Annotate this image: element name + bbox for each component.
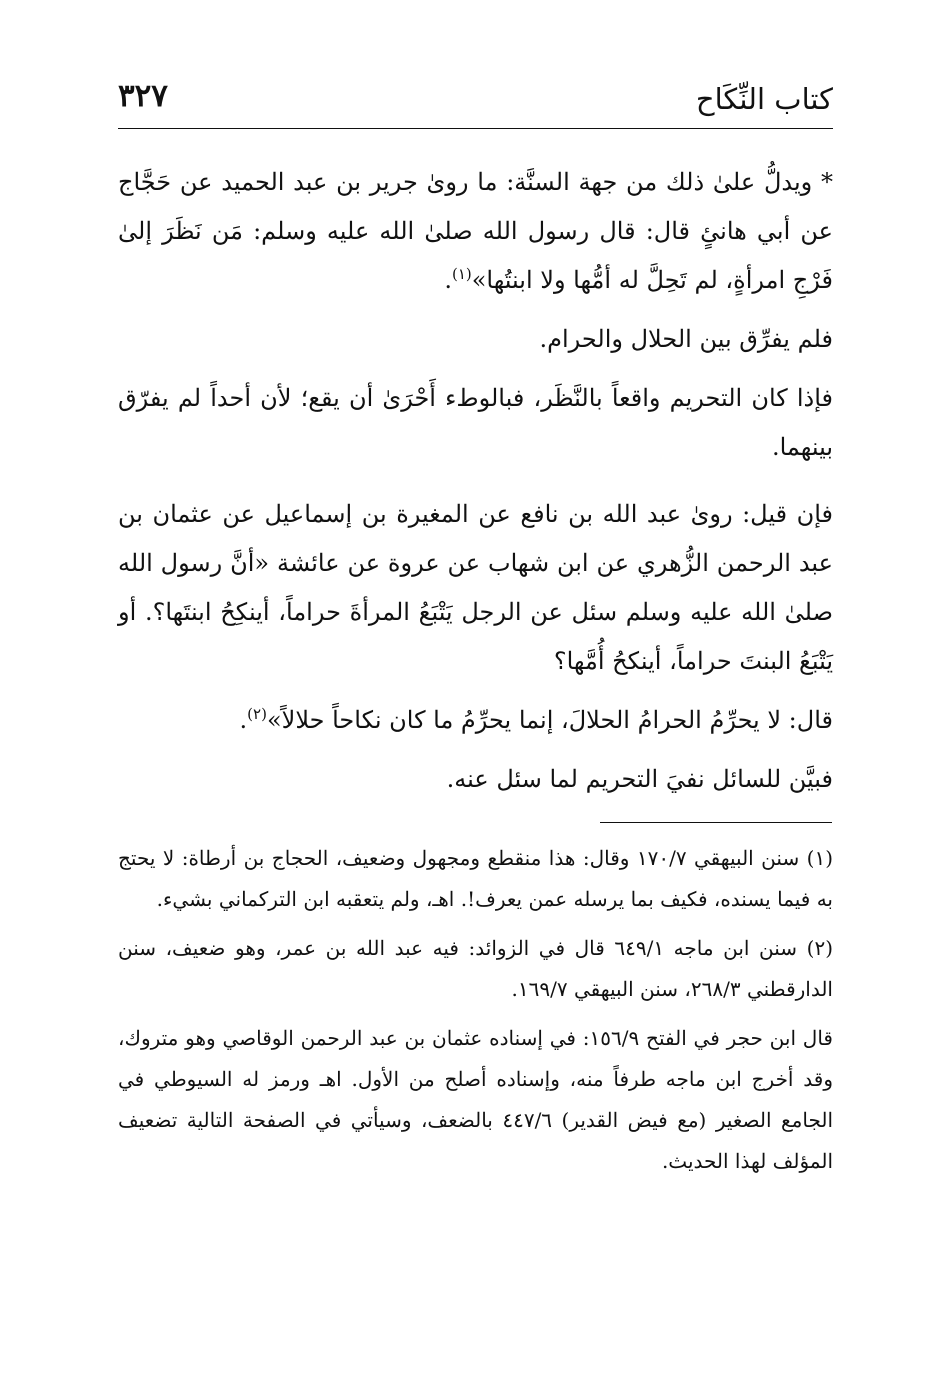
footnotes — [118, 838, 833, 1190]
header-rule — [118, 128, 833, 129]
paragraph-1-end: . — [444, 266, 452, 294]
paragraph-5 — [118, 696, 833, 745]
footnote-2: (٢) سنن ابن ماجه ٦٤٩/١ قال في الزوائد: فيه عبد الله بن عمر، وهو ضعيف، سنن الدارقطني ٢٦٨/٣، سنن البيهقي ١٦٩/٧. — [118, 936, 833, 1001]
running-title: كتاب النِّكَاح — [695, 82, 833, 116]
footnote-separator — [600, 822, 832, 823]
footnote-1: (١) سنن البيهقي ١٧٠/٧ وقال: هذا منقطع ومجهول وضعيف، الحجاج بن أرطاة: لا يحتج به فيما يسنده، فكيف بما يرسله عمن يعرف!. اهـ، ولم يتعقبه ابن التركماني بشيء. — [118, 846, 833, 911]
paragraph-2: فلم يفرِّق بين الحلال والحرام. — [539, 325, 833, 353]
paragraph-6: فبيَّن للسائل نفيَ التحريم لما سئل عنه. — [446, 765, 833, 793]
paragraph-3: فإذا كان التحريم واقعاً بالنَّظَر، فبالوطء أَحْرَىٰ أن يقع؛ لأن أحداً لم يفرّق بينهما. — [118, 384, 833, 461]
footnote-2-continued: قال ابن حجر في الفتح ١٥٦/٩: في إسناده عثمان بن عبد الرحمن الوقاصي وهو متروك، وقد أخرج ابن ماجه طرفاً منه، وإسناده أصلح من الأول. اهـ ورمز له السيوطي في الجامع الصغير (مع فيض القدير) ٤٤٧/٦ بالضعف، وسيأتي في الصفحة التالية تضعيف المؤلف لهذا الحديث. — [118, 1026, 833, 1173]
page-number: ٣٢٧ — [118, 78, 168, 114]
footnote-ref-2: (٢) — [247, 705, 267, 723]
paragraph-1-text: * ويدلُّ علىٰ ذلك من جهة السنَّة: ما روىٰ جرير بن عبد الحميد عن حَجَّاج عن أبي هانئٍ قال: قال رسول الله صلىٰ الله عليه وسلم: مَن نَظَرَ إلىٰ فَرْجِ امرأةٍ، لم تَحِلَّ له أمُّها ولا ابنتُها» — [118, 168, 834, 294]
paragraph-5-text: قال: لا يحرِّمُ الحرامُ الحلالَ، إنما يحرِّمُ ما كان نكاحاً حلالاً» — [266, 706, 833, 734]
paragraph-1 — [118, 158, 833, 305]
page-header — [118, 78, 833, 134]
main-text — [118, 158, 833, 814]
paragraph-4: فإن قيل: روىٰ عبد الله بن نافع عن المغيرة بن إسماعيل عن عثمان بن عبد الرحمن الزُّهري عن ابن شهاب عن عروة عن عائشة «أنَّ رسول الله صلىٰ الله عليه وسلم سئل عن الرجل يَتْبَعُ المرأةَ حراماً، أينكِحُ ابنتَها؟. أو يَتْبَعُ البنتَ حراماً، أينكحُ أُمَّها؟ — [118, 500, 833, 675]
footnote-ref-1: (١) — [451, 265, 472, 283]
paragraph-5-end: . — [239, 706, 248, 734]
